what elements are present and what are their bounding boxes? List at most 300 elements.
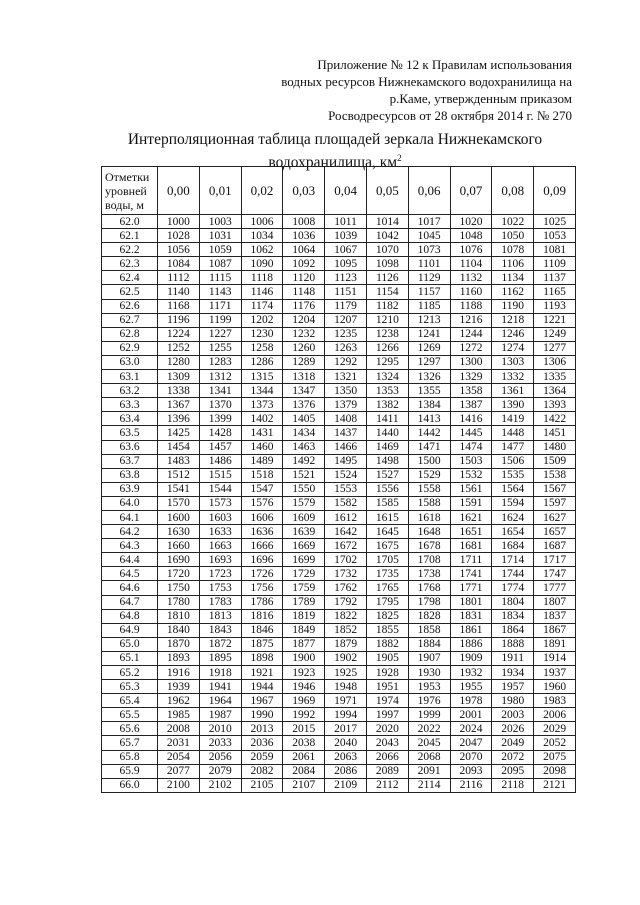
area-cell: 1687 — [534, 539, 576, 553]
level-cell: 62.7 — [102, 313, 158, 327]
area-cell: 2022 — [408, 722, 450, 736]
area-cell: 1190 — [492, 299, 534, 313]
level-cell: 64.2 — [102, 525, 158, 539]
level-cell: 63.9 — [102, 482, 158, 496]
column-header: 0,03 — [283, 167, 325, 215]
area-cell: 1759 — [283, 581, 325, 595]
area-cell: 1603 — [199, 510, 241, 524]
area-cell: 1376 — [283, 398, 325, 412]
area-cell: 1594 — [492, 496, 534, 510]
header-line: р.Каме, утвержденным приказом — [389, 91, 572, 106]
area-cell: 1964 — [199, 694, 241, 708]
area-cell: 1500 — [408, 454, 450, 468]
area-cell: 1154 — [366, 285, 408, 299]
area-cell: 1045 — [408, 229, 450, 243]
area-cell: 1999 — [408, 708, 450, 722]
area-cell: 1515 — [199, 468, 241, 482]
area-cell: 1440 — [366, 426, 408, 440]
area-cell: 1951 — [366, 680, 408, 694]
area-cell: 1777 — [534, 581, 576, 595]
area-cell: 1588 — [408, 496, 450, 510]
area-cell: 1249 — [534, 327, 576, 341]
area-cell: 1498 — [366, 454, 408, 468]
level-cell: 63.5 — [102, 426, 158, 440]
area-cell: 1218 — [492, 313, 534, 327]
area-cell: 1355 — [408, 384, 450, 398]
area-cell: 1315 — [241, 370, 283, 384]
area-cell: 1148 — [283, 285, 325, 299]
area-cell: 1168 — [158, 299, 200, 313]
area-cell: 1457 — [199, 440, 241, 454]
area-cell: 1669 — [283, 539, 325, 553]
area-cell: 1185 — [408, 299, 450, 313]
area-cell: 1556 — [366, 482, 408, 496]
table-row — [102, 313, 576, 327]
area-cell: 1576 — [241, 496, 283, 510]
area-cell: 1813 — [199, 609, 241, 623]
area-cell: 1286 — [241, 355, 283, 369]
area-cell: 1684 — [492, 539, 534, 553]
level-cell: 62.3 — [102, 257, 158, 271]
area-cell: 1651 — [450, 525, 492, 539]
area-cell: 1364 — [534, 384, 576, 398]
area-cell: 1930 — [408, 666, 450, 680]
level-header-line: Отметки — [105, 169, 150, 184]
area-cell: 1123 — [325, 271, 367, 285]
level-cell: 65.3 — [102, 680, 158, 694]
area-cell: 1541 — [158, 482, 200, 496]
level-cell: 64.8 — [102, 609, 158, 623]
area-cell: 1413 — [408, 412, 450, 426]
header-line: Росводресурсов от 28 октября 2014 г. № 270 — [328, 108, 572, 123]
area-cell: 1326 — [408, 370, 450, 384]
area-cell: 1295 — [366, 355, 408, 369]
table-row — [102, 482, 576, 496]
area-cell: 1252 — [158, 341, 200, 355]
area-cell: 2013 — [241, 722, 283, 736]
area-cell: 1666 — [241, 539, 283, 553]
level-cell: 62.0 — [102, 215, 158, 229]
table-row — [102, 666, 576, 680]
area-cell: 1087 — [199, 257, 241, 271]
area-cell: 1028 — [158, 229, 200, 243]
area-cell: 2052 — [534, 736, 576, 750]
column-header: 0,05 — [366, 167, 408, 215]
area-cell: 1078 — [492, 243, 534, 257]
area-cell: 1985 — [158, 708, 200, 722]
area-cell: 1115 — [199, 271, 241, 285]
area-cell: 1843 — [199, 623, 241, 637]
level-cell: 64.0 — [102, 496, 158, 510]
area-cell: 1705 — [366, 553, 408, 567]
area-cell: 1076 — [450, 243, 492, 257]
column-header: 0,04 — [325, 167, 367, 215]
table-row — [102, 384, 576, 398]
area-cell: 2095 — [492, 764, 534, 778]
level-cell: 65.0 — [102, 637, 158, 651]
area-cell: 1092 — [283, 257, 325, 271]
column-header: 0,06 — [408, 167, 450, 215]
area-cell: 1976 — [408, 694, 450, 708]
area-cell: 1538 — [534, 468, 576, 482]
area-cell: 2010 — [199, 722, 241, 736]
area-cell: 1831 — [450, 609, 492, 623]
area-cell: 1104 — [450, 257, 492, 271]
area-cell: 1171 — [199, 299, 241, 313]
area-cell: 1708 — [408, 553, 450, 567]
table-body — [102, 215, 576, 793]
area-cell: 1469 — [366, 440, 408, 454]
area-cell: 1006 — [241, 215, 283, 229]
area-cell: 1221 — [534, 313, 576, 327]
area-cell: 1297 — [408, 355, 450, 369]
area-cell: 1783 — [199, 595, 241, 609]
area-cell: 1289 — [283, 355, 325, 369]
area-cell: 1547 — [241, 482, 283, 496]
area-cell: 1834 — [492, 609, 534, 623]
area-cell: 1895 — [199, 651, 241, 665]
area-cell: 1789 — [283, 595, 325, 609]
area-cell: 1454 — [158, 440, 200, 454]
area-cell: 1390 — [492, 398, 534, 412]
area-cell: 1932 — [450, 666, 492, 680]
area-cell: 1056 — [158, 243, 200, 257]
area-cell: 1477 — [492, 440, 534, 454]
area-cell: 1202 — [241, 313, 283, 327]
area-cell: 1535 — [492, 468, 534, 482]
area-cell: 1474 — [450, 440, 492, 454]
area-cell: 1642 — [325, 525, 367, 539]
area-cell: 1347 — [283, 384, 325, 398]
level-cell: 62.6 — [102, 299, 158, 313]
area-cell: 1411 — [366, 412, 408, 426]
level-cell: 63.3 — [102, 398, 158, 412]
area-cell: 1292 — [325, 355, 367, 369]
level-cell: 64.9 — [102, 623, 158, 637]
area-cell: 1618 — [408, 510, 450, 524]
area-cell: 1053 — [534, 229, 576, 243]
area-cell: 1923 — [283, 666, 325, 680]
area-cell: 1615 — [366, 510, 408, 524]
area-cell: 1140 — [158, 285, 200, 299]
table-row — [102, 370, 576, 384]
area-cell: 1765 — [366, 581, 408, 595]
area-cell: 1953 — [408, 680, 450, 694]
area-cell: 1466 — [325, 440, 367, 454]
area-cell: 1872 — [199, 637, 241, 651]
area-cell: 2036 — [241, 736, 283, 750]
area-cell: 1073 — [408, 243, 450, 257]
table-row — [102, 285, 576, 299]
area-cell: 1962 — [158, 694, 200, 708]
table-row — [102, 694, 576, 708]
area-cell: 1702 — [325, 553, 367, 567]
area-cell: 1188 — [450, 299, 492, 313]
area-cell: 1693 — [199, 553, 241, 567]
area-cell: 2084 — [283, 764, 325, 778]
area-cell: 1819 — [283, 609, 325, 623]
area-cell: 1480 — [534, 440, 576, 454]
area-cell: 2001 — [450, 708, 492, 722]
column-header: 0,00 — [158, 167, 200, 215]
area-cell: 1846 — [241, 623, 283, 637]
column-header: 0,07 — [450, 167, 492, 215]
area-cell: 1379 — [325, 398, 367, 412]
area-cell: 1059 — [199, 243, 241, 257]
table-row — [102, 510, 576, 524]
area-cell: 1324 — [366, 370, 408, 384]
area-cell: 1948 — [325, 680, 367, 694]
area-cell: 1907 — [408, 651, 450, 665]
area-cell: 2068 — [408, 750, 450, 764]
level-cell: 65.9 — [102, 764, 158, 778]
area-cell: 1711 — [450, 553, 492, 567]
area-cell: 1861 — [450, 623, 492, 637]
level-cell: 62.2 — [102, 243, 158, 257]
area-cell: 2063 — [325, 750, 367, 764]
area-cell: 2112 — [366, 778, 408, 792]
area-cell: 2031 — [158, 736, 200, 750]
area-cell: 1106 — [492, 257, 534, 271]
area-cell: 1095 — [325, 257, 367, 271]
table-row — [102, 525, 576, 539]
level-cell: 62.5 — [102, 285, 158, 299]
area-cell: 1591 — [450, 496, 492, 510]
area-cell: 2020 — [366, 722, 408, 736]
area-cell: 1699 — [283, 553, 325, 567]
area-cell: 1828 — [408, 609, 450, 623]
area-cell: 1260 — [283, 341, 325, 355]
area-cell: 1232 — [283, 327, 325, 341]
column-header: 0,01 — [199, 167, 241, 215]
area-cell: 1146 — [241, 285, 283, 299]
area-cell: 1675 — [366, 539, 408, 553]
table-row — [102, 539, 576, 553]
area-cell: 2121 — [534, 778, 576, 792]
area-cell: 1798 — [408, 595, 450, 609]
interpolation-table — [101, 166, 576, 793]
area-cell: 1031 — [199, 229, 241, 243]
level-column-header — [102, 167, 158, 215]
area-cell: 2033 — [199, 736, 241, 750]
area-cell: 1524 — [325, 468, 367, 482]
table-row — [102, 736, 576, 750]
area-cell: 2061 — [283, 750, 325, 764]
area-cell: 1882 — [366, 637, 408, 651]
area-cell: 1084 — [158, 257, 200, 271]
table-row — [102, 468, 576, 482]
area-cell: 2116 — [450, 778, 492, 792]
level-cell: 64.5 — [102, 567, 158, 581]
area-cell: 1176 — [283, 299, 325, 313]
area-cell: 1132 — [450, 271, 492, 285]
table-row — [102, 609, 576, 623]
level-cell: 63.0 — [102, 355, 158, 369]
area-cell: 1442 — [408, 426, 450, 440]
area-cell: 2100 — [158, 778, 200, 792]
area-cell: 1512 — [158, 468, 200, 482]
level-cell: 63.8 — [102, 468, 158, 482]
area-cell: 1858 — [408, 623, 450, 637]
area-cell: 1714 — [492, 553, 534, 567]
area-cell: 1207 — [325, 313, 367, 327]
area-cell: 1258 — [241, 341, 283, 355]
area-cell: 1020 — [450, 215, 492, 229]
area-cell: 1358 — [450, 384, 492, 398]
level-cell: 63.4 — [102, 412, 158, 426]
area-cell: 2102 — [199, 778, 241, 792]
area-cell: 1332 — [492, 370, 534, 384]
level-cell: 65.2 — [102, 666, 158, 680]
area-cell: 2040 — [325, 736, 367, 750]
area-cell: 1445 — [450, 426, 492, 440]
area-cell: 1235 — [325, 327, 367, 341]
area-cell: 1431 — [241, 426, 283, 440]
table-row — [102, 440, 576, 454]
area-cell: 1098 — [366, 257, 408, 271]
level-cell: 65.8 — [102, 750, 158, 764]
area-cell: 1663 — [199, 539, 241, 553]
area-cell: 1373 — [241, 398, 283, 412]
area-cell: 1585 — [366, 496, 408, 510]
area-cell: 1529 — [408, 468, 450, 482]
area-cell: 1600 — [158, 510, 200, 524]
area-cell: 1816 — [241, 609, 283, 623]
area-cell: 1690 — [158, 553, 200, 567]
area-cell: 1353 — [366, 384, 408, 398]
level-cell: 64.4 — [102, 553, 158, 567]
area-cell: 1792 — [325, 595, 367, 609]
area-cell: 1193 — [534, 299, 576, 313]
area-cell: 1437 — [325, 426, 367, 440]
area-cell: 2026 — [492, 722, 534, 736]
area-cell: 1303 — [492, 355, 534, 369]
area-cell: 2109 — [325, 778, 367, 792]
area-cell: 1396 — [158, 412, 200, 426]
area-cell: 1300 — [450, 355, 492, 369]
column-header: 0,02 — [241, 167, 283, 215]
area-cell: 1717 — [534, 553, 576, 567]
table-row — [102, 341, 576, 355]
area-cell: 1160 — [450, 285, 492, 299]
area-cell: 1062 — [241, 243, 283, 257]
area-cell: 1750 — [158, 581, 200, 595]
area-cell: 1597 — [534, 496, 576, 510]
level-cell: 65.7 — [102, 736, 158, 750]
area-cell: 1723 — [199, 567, 241, 581]
area-cell: 1306 — [534, 355, 576, 369]
area-cell: 1416 — [450, 412, 492, 426]
area-cell: 1918 — [199, 666, 241, 680]
area-cell: 1660 — [158, 539, 200, 553]
area-cell: 1263 — [325, 341, 367, 355]
area-cell: 1914 — [534, 651, 576, 665]
area-cell: 1875 — [241, 637, 283, 651]
table-row — [102, 454, 576, 468]
area-cell: 1196 — [158, 313, 200, 327]
area-cell: 1852 — [325, 623, 367, 637]
area-cell: 1937 — [534, 666, 576, 680]
area-cell: 1825 — [366, 609, 408, 623]
level-cell: 62.4 — [102, 271, 158, 285]
area-cell: 1550 — [283, 482, 325, 496]
area-cell: 1329 — [450, 370, 492, 384]
area-cell: 2098 — [534, 764, 576, 778]
area-cell: 1886 — [450, 637, 492, 651]
area-cell: 1280 — [158, 355, 200, 369]
area-cell: 1434 — [283, 426, 325, 440]
area-cell: 1925 — [325, 666, 367, 680]
area-cell: 1338 — [158, 384, 200, 398]
area-cell: 2118 — [492, 778, 534, 792]
area-cell: 1165 — [534, 285, 576, 299]
area-cell: 1126 — [366, 271, 408, 285]
area-cell: 1994 — [325, 708, 367, 722]
area-cell: 1978 — [450, 694, 492, 708]
area-cell: 1840 — [158, 623, 200, 637]
area-cell: 1179 — [325, 299, 367, 313]
area-cell: 1241 — [408, 327, 450, 341]
area-cell: 1855 — [366, 623, 408, 637]
area-cell: 1361 — [492, 384, 534, 398]
area-cell: 1774 — [492, 581, 534, 595]
table-row — [102, 764, 576, 778]
area-cell: 1008 — [283, 215, 325, 229]
area-cell: 1624 — [492, 510, 534, 524]
area-cell: 1213 — [408, 313, 450, 327]
area-cell: 1944 — [241, 680, 283, 694]
table-row — [102, 708, 576, 722]
table-row — [102, 651, 576, 665]
level-cell: 62.8 — [102, 327, 158, 341]
area-cell: 1941 — [199, 680, 241, 694]
area-cell: 1419 — [492, 412, 534, 426]
area-cell: 1341 — [199, 384, 241, 398]
area-cell: 1905 — [366, 651, 408, 665]
area-cell: 1696 — [241, 553, 283, 567]
table-row — [102, 778, 576, 792]
area-cell: 2043 — [366, 736, 408, 750]
area-cell: 1744 — [492, 567, 534, 581]
area-cell: 1157 — [408, 285, 450, 299]
area-cell: 1382 — [366, 398, 408, 412]
area-cell: 1741 — [450, 567, 492, 581]
area-cell: 2017 — [325, 722, 367, 736]
area-cell: 1729 — [283, 567, 325, 581]
header-line: Приложение № 12 к Правилам использования — [317, 57, 572, 72]
area-cell: 2086 — [325, 764, 367, 778]
area-cell: 1489 — [241, 454, 283, 468]
area-cell: 1067 — [325, 243, 367, 257]
area-cell: 1318 — [283, 370, 325, 384]
area-cell: 1992 — [283, 708, 325, 722]
table-row — [102, 581, 576, 595]
level-cell: 64.7 — [102, 595, 158, 609]
area-cell: 1893 — [158, 651, 200, 665]
area-cell: 1460 — [241, 440, 283, 454]
area-cell: 1753 — [199, 581, 241, 595]
area-cell: 2003 — [492, 708, 534, 722]
table-header-row — [102, 167, 576, 215]
level-cell: 63.7 — [102, 454, 158, 468]
area-cell: 1109 — [534, 257, 576, 271]
table-row — [102, 722, 576, 736]
area-cell: 1898 — [241, 651, 283, 665]
table-row — [102, 257, 576, 271]
area-cell: 1780 — [158, 595, 200, 609]
area-cell: 1911 — [492, 651, 534, 665]
area-cell: 1134 — [492, 271, 534, 285]
